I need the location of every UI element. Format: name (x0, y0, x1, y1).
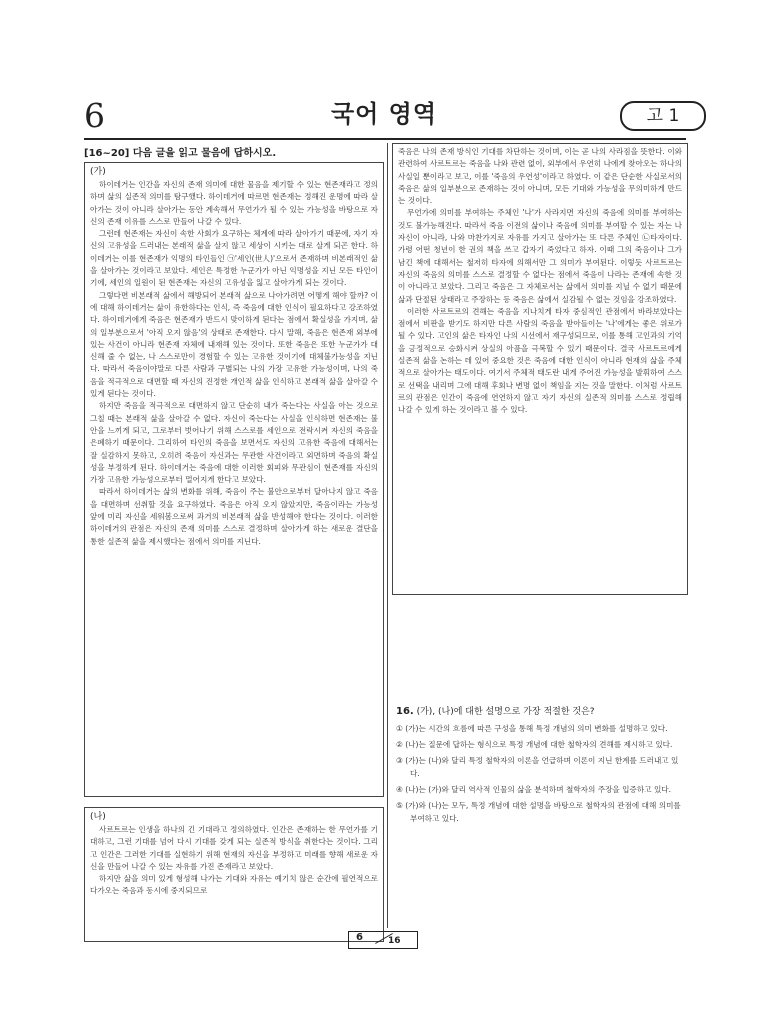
passage-paragraph: 사르트르는 인생을 하나의 긴 기대라고 정의하였다. 인간은 존재하는 한 무언가를 기대하고, 그런 기대를 넘어 다시 기대를 갖게 되는 실존적 방식을 취한다는 것이다. 그리고 인간은 그러한 기대를 실현하기 위해 현재의 자신을 부정하고 미래를 향해 새로운 자신을 만들어 나갈 수 있는 자유를 가진 존재라고 보았다. (90, 825, 378, 871)
question-16 (396, 705, 688, 828)
passage-paragraph: 죽음은 나의 존재 방식인 기대를 차단하는 것이며, 이는 곧 나의 사라짐을 뜻한다. 이와 관련하여 사르트르는 죽음을 나와 관련 없이, 외부에서 우연히 나에게 찾아오는 하나의 사실일 뿐이라고 보고, 이를 '죽음의 우연성'이라고 하였다. 이 같은 단순한 사실로서의 죽음은 삶의 일부분으로 존재하는 것이 아니며, 모든 기대와 가능성을 무의미하게 만드는 것이다. (398, 147, 682, 206)
page-title: 국어 영역 (330, 100, 438, 128)
column-divider (387, 143, 388, 928)
answer-choice-3[interactable]: ③ (가)는 (나)와 달리 특정 철학자의 이론을 언급하며 이론이 지닌 한계를 드러내고 있다. (396, 756, 679, 778)
header-rule (84, 138, 686, 140)
page-footer (348, 931, 418, 947)
page-number: 6 (84, 96, 105, 135)
instruction-text: [16~20] 다음 글을 읽고 물음에 답하시오. (84, 148, 277, 159)
passage-na-continuation-box (392, 143, 688, 595)
passage-paragraph: 하지만 삶을 의미 있게 형성해 나가는 기대와 자유는 예기치 않은 순간에 필연적으로 다가오는 죽음과 동시에 중지되므로 (90, 874, 378, 896)
answer-choice-2[interactable]: ② (나)는 질문에 답하는 형식으로 특정 개념에 대한 철학자의 견해를 제시하고 있다. (396, 740, 673, 749)
passage-paragraph: 하지만 죽음을 적극적으로 대면하지 않고 단순히 내가 죽는다는 사실을 아는 것으로 그칠 때는 본래적 삶을 살아갈 수 없다. 자신이 죽는다는 사실을 인식하면 현존재는 불안을 느끼게 되고, 그로부터 벗어나기 위해 스스로를 세인으로 전락시켜 자신의 죽음을 은폐하기 때문이다. 그리하여 타인의 죽음을 보면서도 자신의 고유한 죽음에 대해서는 잘 실감하지 못하고, 오히려 죽음이 자신과는 무관한 사건이라고 외면하며 죽음의 확실성을 부정하게 된다. 하이데거는 죽음에 대한 이러한 회피와 무관심이 현존재를 자신의 가장 고유한 가능성으로부터 멀어지게 한다고 보았다. (90, 401, 378, 485)
passage-paragraph: 그렇다면 비본래적 삶에서 해방되어 본래적 삶으로 나아가려면 어떻게 해야 할까? 이에 대해 하이데거는 삶이 유한하다는 인식, 즉 죽음에 대한 인식이 필요하다고 강조하였다. 하이데거에게 죽음은 현존재가 반드시 맞이하게 된다는 점에서 확실성을 가지며, 삶의 일부분으로서 '아직 오지 않음'의 상태로 존재한다. 다시 말해, 죽음은 현존재 외부에 있는 사건이 아니라 현존재 자체에 내재해 있는 것이다. 또한 죽음은 또한 누군가가 대신해 줄 수 없는, 나 스스로만이 경험할 수 있는 고유한 것이기에 대체불가능성을 지닌다. 따라서 죽음이야말로 다른 사람과 구별되는 나의 가장 고유한 가능성이며, 나의 죽음을 적극적으로 대면할 때 자신의 진정한 개인적 삶을 인식하고 본래적 삶을 살아갈 수 있게 된다는 것이다. (90, 290, 378, 399)
passage-paragraph: 그런데 현존재는 자신이 속한 사회가 요구하는 체계에 따라 살아가기 때문에, 자기 자신의 고유성을 드러내는 본래적 삶을 살지 않고 세상이 시키는 대로 살게 되곤 한다. 하이데거는 이를 현존재가 익명의 타인들인 ㉠'세인(世人)'으로서 존재하며 비본래적인 삶을 살아가는 것이라고 보았다. 세인은 특정한 누군가가 아닌 익명성을 지닌 모든 타인이기에, 세인의 일원이 된 현존재는 자신의 고유성을 잃고 살아가게 되는 것이다. (90, 229, 378, 288)
passage-label: (가) (90, 167, 106, 177)
answer-choice-4[interactable]: ④ (나)는 (가)와 달리 역사적 인물의 삶을 분석하며 철학자의 주장을 입증하고 있다. (396, 785, 672, 794)
footer-total-pages: 16 (388, 936, 401, 946)
passage-paragraph: 따라서 하이데거는 삶의 변화를 위해, 죽음이 주는 불안으로부터 달아나지 않고 죽음을 대면하며 선취할 것을 요구하였다. 죽음은 아직 오지 않았지만, 죽음이라는 가능성 앞에 미리 자신을 세워봄으로써 과거의 비본래적 삶을 반성해야 한다는 것이다. 이러한 하이데거의 관점은 자신의 존재 의미를 스스로 결정하며 살아가게 하는 새로운 결단을 통한 실존적 삶을 제시했다는 점에서 의미를 지닌다. (90, 487, 378, 546)
question-number: 16. (396, 706, 414, 717)
question-title (396, 705, 688, 719)
grade-badge: 고 1 (620, 101, 706, 131)
passage-paragraph: 하이데거는 인간을 자신의 존재 의미에 대한 물음을 제기할 수 있는 현존재라고 정의하며 삶의 실존적 의미를 탐구했다. 하이데거에 따르면 현존재는 정해진 운명에 따라 살아가는 것이 아니라 살아가는 동안 계속해서 무언가가 될 수 있는 가능성을 바탕으로 자신의 존재 이유를 스스로 만들어 나갈 수 있다. (90, 180, 378, 226)
answer-choice-1[interactable]: ① (가)는 시간의 흐름에 따른 구성을 통해 특정 개념의 의미 변화를 설명하고 있다. (396, 724, 668, 733)
page-header (0, 0, 768, 140)
passage-ga-box (84, 162, 384, 797)
passage-na-box (84, 807, 384, 942)
passage-paragraph: 무언가에 의미를 부여하는 주체인 '나'가 사라지면 자신의 죽음에 의미를 부여하는 것도 불가능해진다. 따라서 죽음 이전의 삶이나 죽음에 의미를 부여할 수 있는 자는 나 자신이 아니라, 나와 마찬가지로 자유를 가지고 살아가는 또 다른 주체인 ㉡타자이다. 가령 어떤 청년이 한 권의 책을 쓰고 갑자기 죽었다고 하자. 이때 그의 죽음이나 그가 남긴 책에 대해서는 철저히 타자에 의해서만 그 의미가 부여된다. 이렇듯 사르트르는 자신의 죽음의 의미를 스스로 결정할 수 없다는 점에서 죽음이 나라는 존재에 속한 것이 아니라고 보았다. 그리고 죽음은 그 자체로서는 삶에서 의미를 지닐 수 없기 때문에 삶과 단절된 상태라고 주장하는 등 죽음은 삶에서 실감될 수 없는 것임을 강조하였다. (398, 208, 682, 304)
question-prompt: (가), (나)에 대한 설명으로 가장 적절한 것은? (416, 707, 595, 717)
right-column (392, 143, 688, 595)
left-column (84, 147, 384, 942)
answer-choice-5[interactable]: ⑤ (가)와 (나)는 모두, 특정 개념에 대한 설명을 바탕으로 철학자의 관점에 대해 의미를 부여하고 있다. (396, 801, 681, 823)
footer-page-number: 6 (356, 932, 363, 943)
passage-label: (나) (90, 812, 106, 822)
passage-paragraph: 이러한 사르트르의 견해는 죽음을 지나치게 타자 중심적인 관점에서 바라보았다는 점에서 비판을 받기도 하지만 다른 사람의 죽음을 받아들이는 '나'에게는 좋은 위로가 될 수 있다. 고인의 삶은 타자인 나의 시선에서 재구성되므로, 이를 통해 고인과의 기억을 긍정적으로 승화시켜 상실의 아픔을 극복할 수 있기 때문이다. 결국 사르트르에게 실존적 삶을 논하는 데 있어 중요한 것은 죽음에 대한 인식이 아니라 현재의 삶을 주체적으로 살아가는 태도이다. 여기서 주체적 태도란 내게 주어진 가능성을 발휘하여 스스로 선택을 내리며 그에 대해 후회나 변명 없이 책임을 지는 것을 말한다. 이처럼 사르트르의 관점은 인간이 죽음에 연연하지 않고 자기 자신의 실존적 의미를 스스로 정립해 나갈 수 있게 하는 것이라고 볼 수 있다. (398, 306, 682, 415)
